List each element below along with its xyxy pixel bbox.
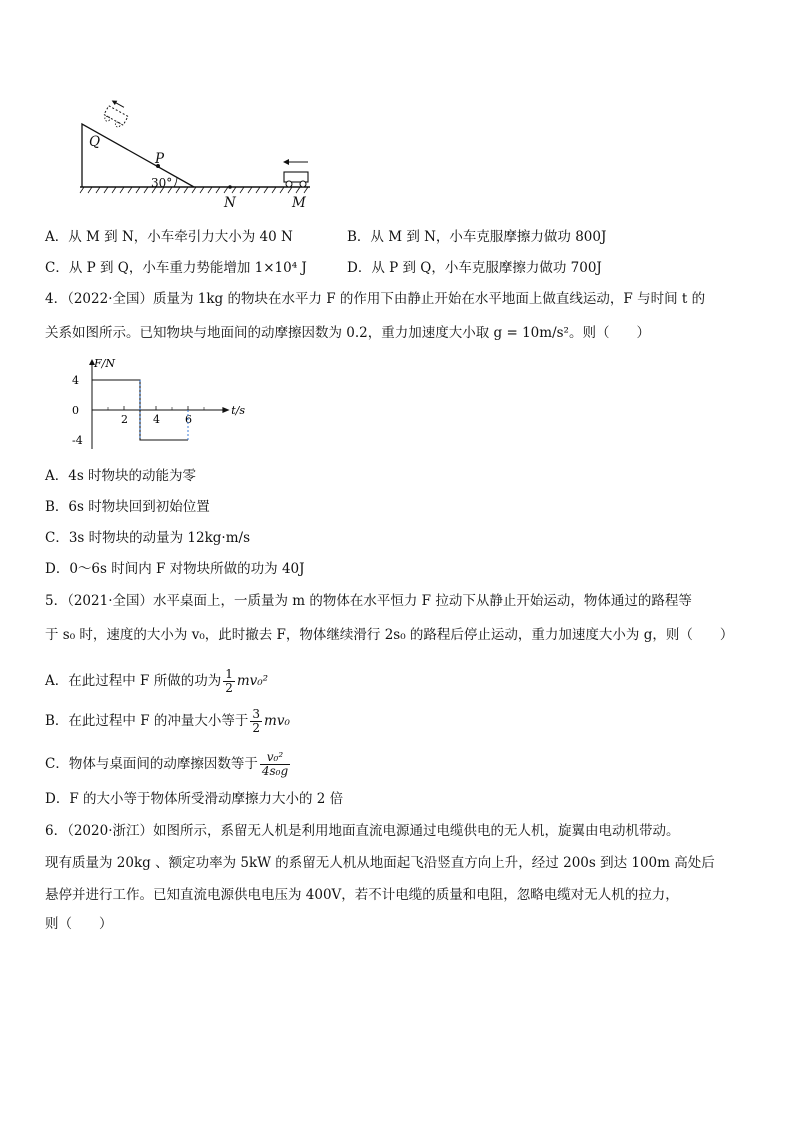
q5-stem-line1: 5．（2021·全国）水平桌面上，一质量为 m 的物体在水平恒力 F 拉动下从静止开始运动，物体通过的路程等 [45,593,692,609]
fraction-den: 2 [252,720,261,735]
label-angle: 30° [151,176,173,190]
fraction-num: 1 [225,666,233,681]
force-time-chart [70,356,245,447]
q5-option-c-text: C．物体与桌面间的动摩擦因数等于 [45,756,258,772]
fraction-num: 3 [252,706,261,721]
q5-option-d: D．F 的大小等于物体所受滑动摩擦力大小的 2 倍 [45,791,344,807]
q5-option-c [45,748,292,780]
q4-option-c: C．3s 时物块的动量为 12kg·m/s [45,530,250,546]
incline-figure [70,100,320,200]
q5-option-a [45,666,268,696]
x-axis-label: t/s [231,404,245,417]
q6-stem-line4: 则（ ） [45,916,113,932]
q5-option-a-expr: mv₀² [236,673,269,689]
label-q: Q [89,134,101,150]
fraction-den: 4s₀g [261,763,289,778]
y-tick-label: -4 [72,434,83,447]
label-m: M [292,195,306,211]
q5-option-b [45,706,290,736]
fraction [250,708,262,735]
label-n: N [224,195,236,211]
q6-stem-line1: 6．（2020·浙江）如图所示，系留无人机是利用地面直流电源通过电缆供电的无人机，旋翼由电动机带动。 [45,823,680,839]
fraction-num: v₀² [260,751,290,765]
q3-option-d: D．从 P 到 Q，小车克服摩擦力做功 700J [347,260,602,276]
q5-stem-line2: 于 s₀ 时，速度的大小为 v₀，此时撤去 F，物体继续滑行 2s₀ 的路程后停止运动，重力加速度大小为 g，则（ ） [45,627,734,643]
y-tick-label: 4 [72,374,79,387]
x-tick-label: 4 [153,413,160,426]
q5-option-a-text: A．在此过程中 F 所做的功为 [45,673,222,689]
fraction-den: 2 [225,680,233,695]
q4-option-d: D．0～6s 时间内 F 对物块所做的功为 40J [45,561,305,577]
q5-option-b-expr: mv₀ [264,713,290,729]
x-axis-arrow [222,407,229,413]
y-axis-label: F/N [94,357,115,370]
x-tick-label: 6 [185,413,192,426]
q4-option-b: B．6s 时物块回到初始位置 [45,499,210,515]
y-tick-label: 0 [72,404,79,417]
fraction [260,751,290,778]
q3-option-a: A．从 M 到 N，小车牵引力大小为 40 N [45,229,293,245]
fraction [223,668,235,695]
q3-option-c: C．从 P 到 Q，小车重力势能增加 1×10⁴ J [45,260,307,276]
q6-stem-line3: 悬停并进行工作。已知直流电源供电电压为 400V，若不计电缆的质量和电阻，忽略电缆对无人机的拉力， [45,887,679,903]
q3-option-b: B．从 M 到 N，小车克服摩擦力做功 800J [347,229,607,245]
q4-stem-line1: 4．（2022·全国）质量为 1kg 的物块在水平力 F 的作用下由静止开始在水平地面上做直线运动，F 与时间 t 的 [45,291,706,307]
x-tick-label: 2 [121,413,128,426]
q6-stem-line2: 现有质量为 20kg 、额定功率为 5kW 的系留无人机从地面起飞沿竖直方向上升，经过 200s 到达 100m 高处后 [45,855,715,871]
q4-option-a: A．4s 时物块的动能为零 [45,468,197,484]
label-p: P [155,151,165,167]
q5-option-b-text: B．在此过程中 F 的冲量大小等于 [45,713,249,729]
q4-stem-line2: 关系如图所示。已知物块与地面间的动摩擦因数为 0.2，重力加速度大小取 g = 10m/s²。则（ ） [45,325,650,341]
